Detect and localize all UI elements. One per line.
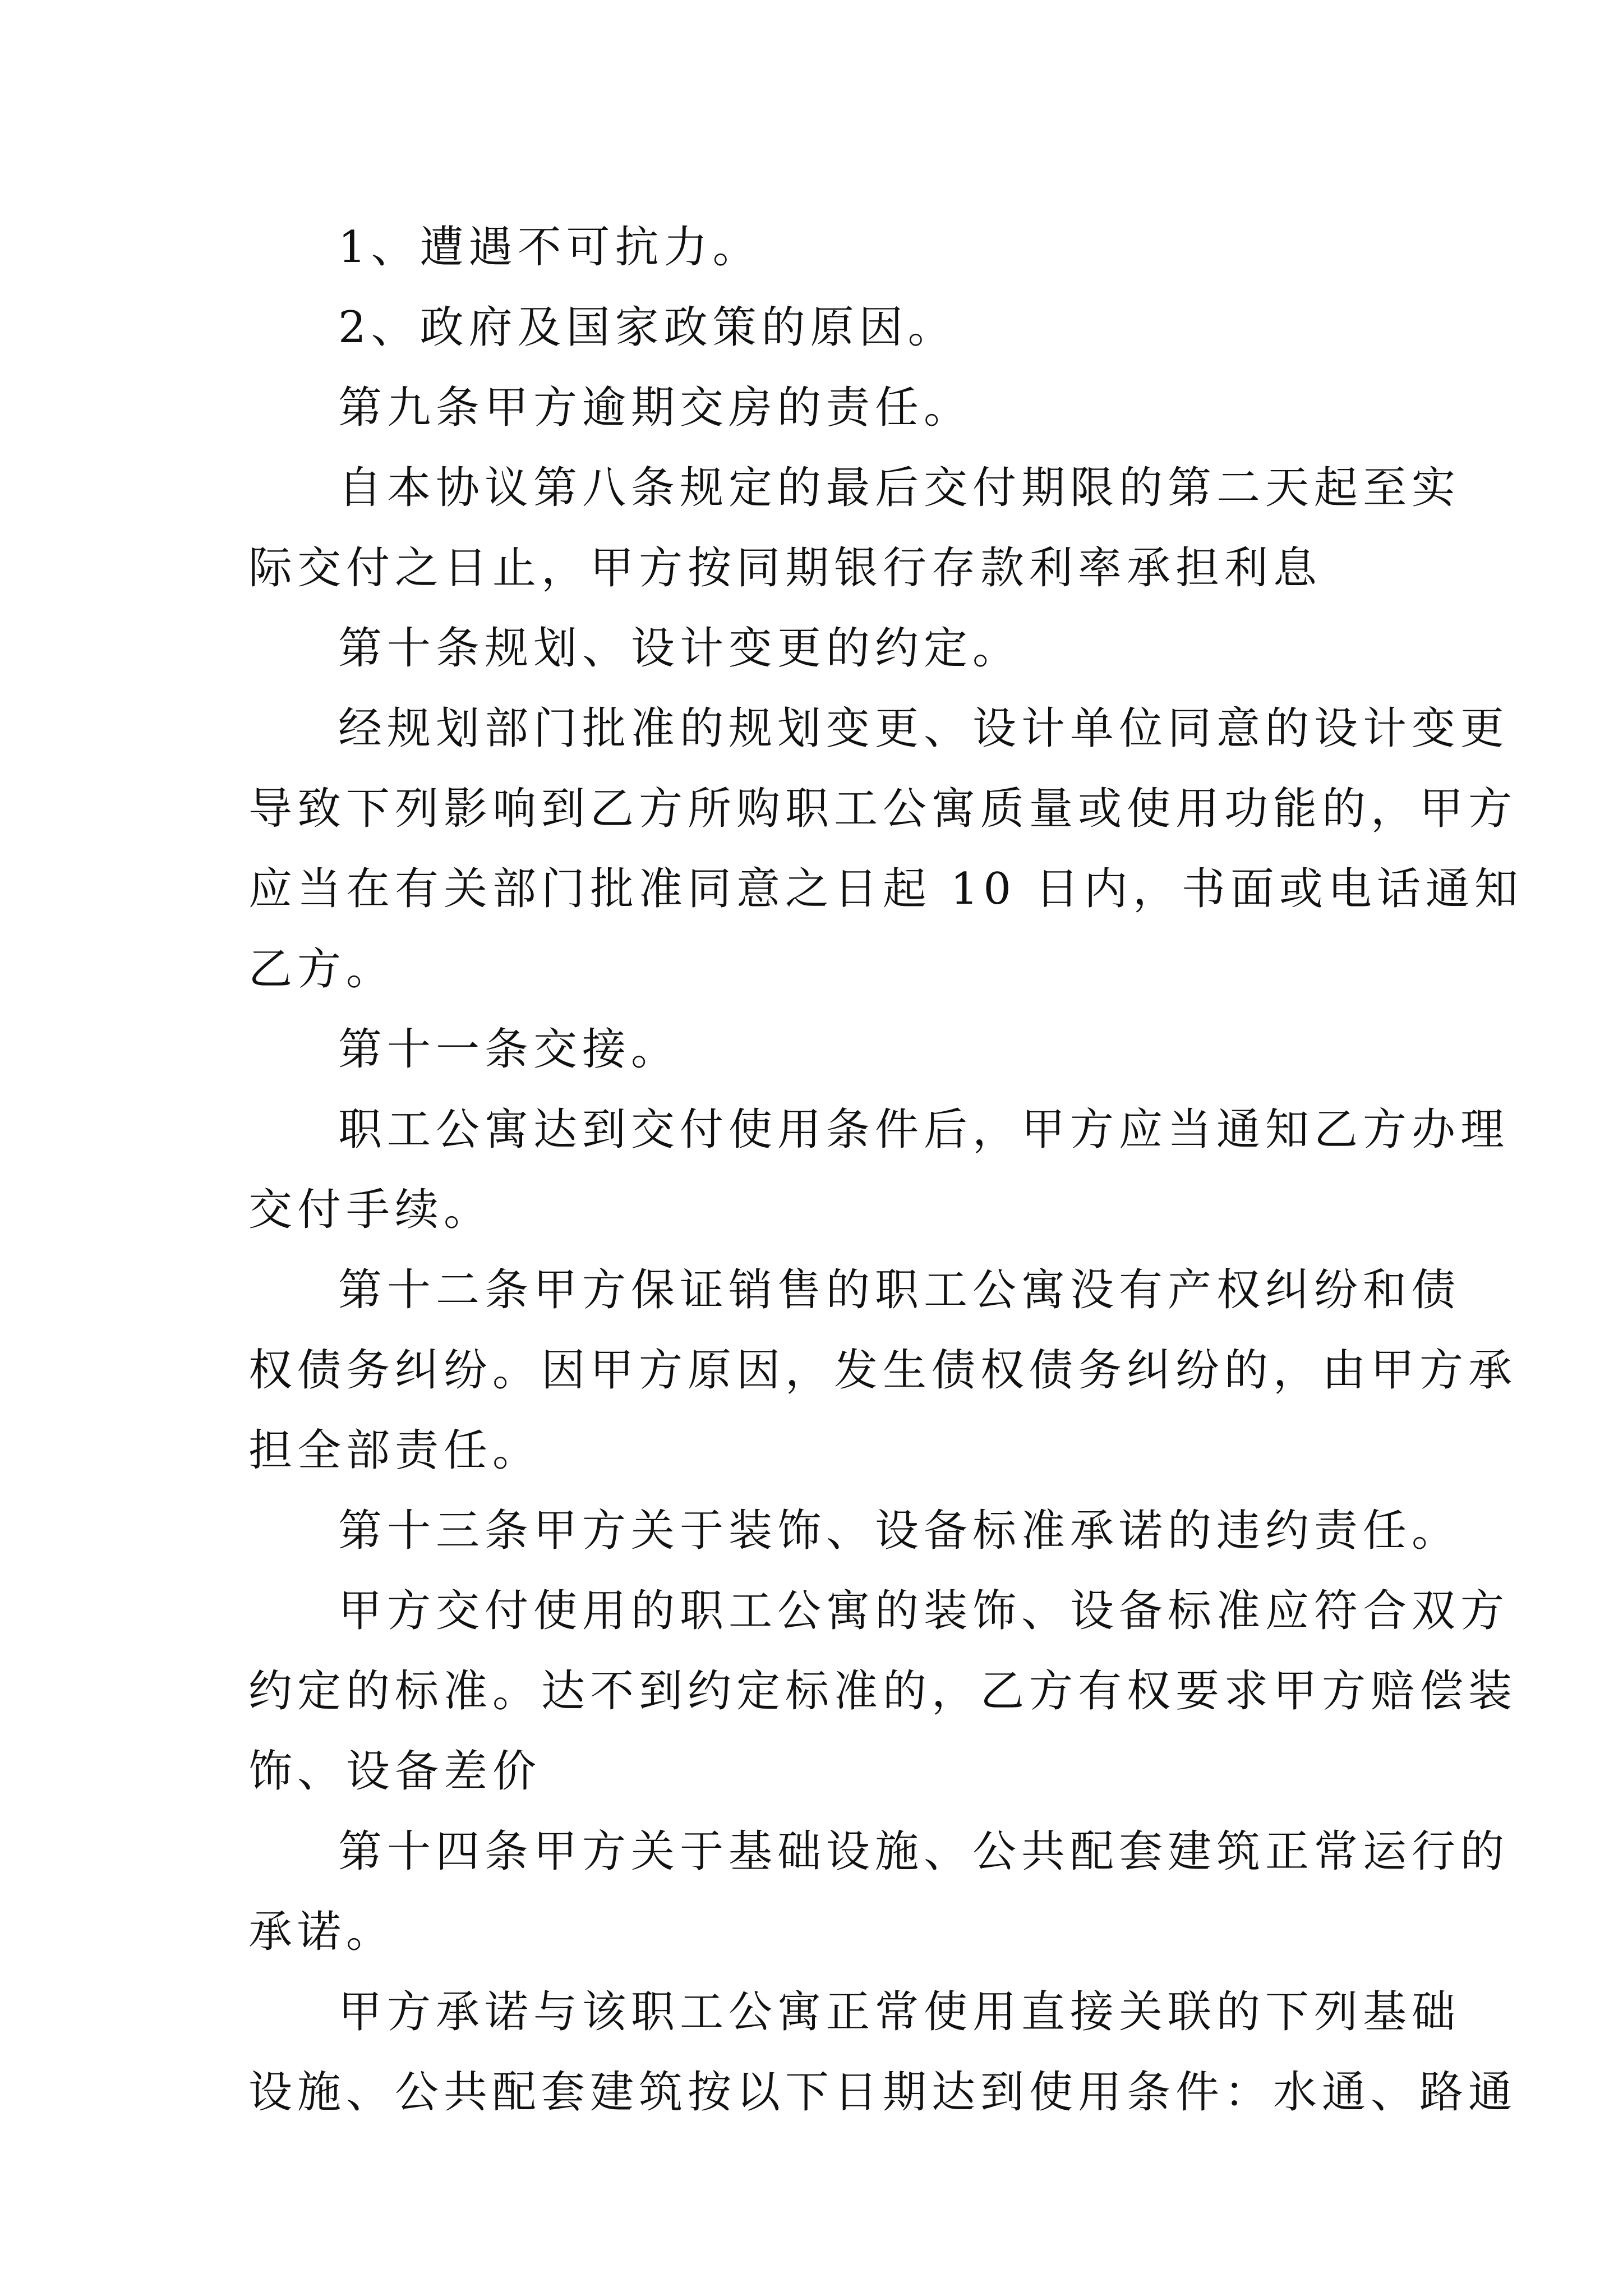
paragraph-line: 第九条甲方逾期交房的责任。 <box>338 383 973 433</box>
paragraph-line: 第十二条甲方保证销售的职工公寓没有产权纠纷和债 <box>338 1265 1461 1315</box>
paragraph-line: 1、遭遇不可抗力。 <box>338 222 762 273</box>
paragraph-line: 担全部责任。 <box>248 1425 542 1476</box>
paragraph-line: 2、政府及国家政策的原因。 <box>338 302 957 353</box>
paragraph-line: 导致下列影响到乙方所购职工公寓质量或使用功能的，甲方 <box>248 784 1518 834</box>
paragraph-line: 设施、公共配套建筑按以下日期达到使用条件：水通、路通 <box>248 2067 1518 2118</box>
paragraph-line: 际交付之日止，甲方按同期银行存款利率承担利息 <box>248 543 1322 593</box>
paragraph-line: 甲方交付使用的职工公寓的装饰、设备标准应符合双方 <box>338 1586 1510 1636</box>
paragraph-line: 自本协议第八条规定的最后交付期限的第二天起至实 <box>338 463 1461 513</box>
paragraph-line: 第十三条甲方关于装饰、设备标准承诺的违约责任。 <box>338 1506 1461 1556</box>
paragraph-line: 应当在有关部门批准同意之日起 10 日内，书面或电话通知 <box>248 864 1523 914</box>
paragraph-line: 乙方。 <box>248 944 395 995</box>
paragraph-line: 甲方承诺与该职工公寓正常使用直接关联的下列基础 <box>338 1987 1461 2037</box>
paragraph-line: 职工公寓达到交付使用条件后，甲方应当通知乙方办理 <box>338 1105 1510 1155</box>
paragraph-line: 约定的标准。达不到约定标准的，乙方有权要求甲方赔偿装 <box>248 1666 1518 1717</box>
paragraph-line: 第十一条交接。 <box>338 1024 680 1075</box>
paragraph-line: 交付手续。 <box>248 1185 493 1235</box>
document-body <box>248 208 1523 2133</box>
paragraph-line: 第十条规划、设计变更的约定。 <box>338 623 1022 674</box>
paragraph-line: 第十四条甲方关于基础设施、公共配套建筑正常运行的 <box>338 1826 1510 1877</box>
paragraph-line: 承诺。 <box>248 1907 395 1957</box>
paragraph-line: 经规划部门批准的规划变更、设计单位同意的设计变更 <box>338 703 1510 754</box>
paragraph-line: 权债务纠纷。因甲方原因，发生债权债务纠纷的，由甲方承 <box>248 1345 1518 1396</box>
paragraph-line: 饰、设备差价 <box>248 1746 542 1797</box>
